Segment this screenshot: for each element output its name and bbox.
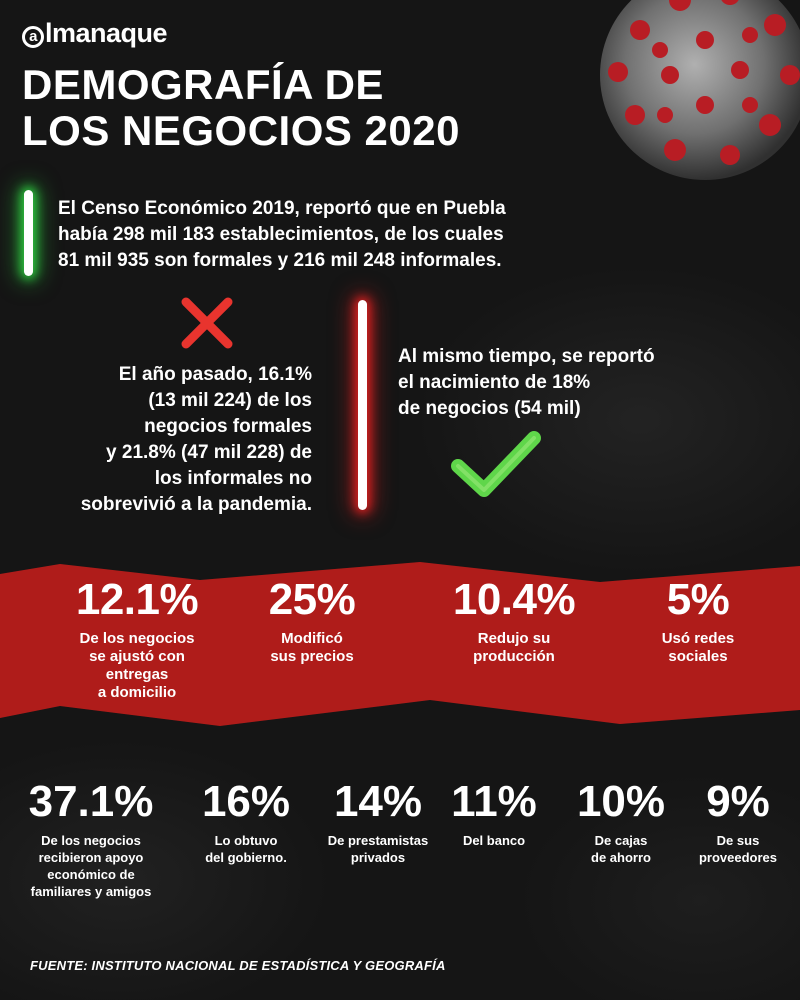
stat-description [638, 630, 758, 666]
desc-line: Usó redes [661, 630, 735, 647]
desc-line: recibieron apoyo [38, 850, 144, 865]
stat-description [686, 832, 790, 866]
title-line: LOS NEGOCIOS 2020 [22, 107, 460, 154]
stat-value: 10% [576, 777, 666, 826]
desc-line: Redujo su [477, 630, 551, 647]
stat-value: 11% [451, 777, 537, 826]
stat-description [62, 630, 212, 702]
coronavirus-illustration [570, 0, 800, 210]
stat-value: 25% [268, 575, 356, 624]
stat-description [16, 832, 166, 900]
closed-line: negocios formales [144, 416, 312, 437]
desc-line: De los negocios [79, 630, 195, 647]
band-stat-social-media [638, 576, 758, 666]
stat-description [186, 832, 306, 866]
desc-line: De sus [716, 833, 760, 848]
desc-line: se ajustó con [89, 648, 185, 665]
desc-line: a domicilio [97, 684, 177, 701]
desc-line: producción [473, 648, 555, 665]
closed-line: El año pasado, 16.1% [118, 364, 312, 385]
closed-businesses-text [30, 362, 312, 518]
desc-line: privados [350, 850, 406, 865]
logo-text: lmanaque [45, 18, 168, 48]
born-line: Al mismo tiempo, se reportó [398, 346, 655, 367]
band-stat-production [434, 576, 594, 666]
title-line: DEMOGRAFÍA DE [22, 61, 384, 108]
stat-value: 5% [666, 575, 730, 624]
band-stat-prices [242, 576, 382, 666]
green-glow-bar [24, 190, 33, 276]
support-stat-private-lenders [316, 778, 440, 866]
desc-line: De los negocios [41, 833, 141, 848]
intro-line: había 298 mil 183 establecimientos, de los cuales [58, 224, 504, 245]
stat-description [444, 832, 544, 849]
stat-description [316, 832, 440, 866]
desc-line: entregas [105, 666, 169, 683]
closed-line: (13 mil 224) de los [148, 390, 312, 411]
closed-line: y 21.8% (47 mil 228) de [106, 442, 312, 463]
brand-logo [22, 18, 167, 49]
desc-line: familiares y amigos [30, 884, 152, 899]
support-stat-family [16, 778, 166, 900]
desc-line: de ahorro [591, 850, 651, 865]
band-stat-home-delivery [62, 576, 212, 702]
desc-line: proveedores [698, 850, 778, 865]
stat-description [434, 630, 594, 666]
support-stat-government [186, 778, 306, 866]
green-check-icon [448, 428, 544, 500]
logo-at-symbol: a [22, 26, 44, 48]
stat-value: 12.1% [75, 575, 199, 624]
stat-value: 9% [706, 777, 770, 826]
support-stat-bank [444, 778, 544, 849]
closed-line: sobrevivió a la pandemia. [80, 494, 312, 515]
source-citation: FUENTE: INSTITUTO NACIONAL DE ESTADÍSTICA Y GEOGRAFÍA [30, 958, 446, 973]
page-title [22, 62, 582, 154]
intro-line: El Censo Económico 2019, reportó que en Puebla [58, 198, 506, 219]
intro-line: 81 mil 935 son formales y 216 mil 248 informales. [58, 250, 502, 271]
stat-value: 14% [333, 777, 423, 826]
desc-line: económico de [47, 867, 135, 882]
born-line: el nacimiento de 18% [398, 372, 591, 393]
stat-value: 37.1% [28, 777, 154, 826]
desc-line: sus precios [270, 648, 354, 665]
new-businesses-text [398, 344, 718, 422]
stat-value: 10.4% [452, 575, 576, 624]
desc-line: Modificó [281, 630, 343, 647]
stat-description [566, 832, 676, 866]
stat-description [242, 630, 382, 666]
desc-line: De prestamistas [327, 833, 429, 848]
closed-line: los informales no [154, 468, 312, 489]
support-stat-suppliers [686, 778, 790, 866]
red-glow-bar [358, 300, 367, 510]
desc-line: De cajas [594, 833, 648, 848]
stat-value: 16% [201, 777, 291, 826]
desc-line: Lo obtuvo [214, 833, 278, 848]
intro-paragraph [58, 196, 618, 274]
born-line: de negocios (54 mil) [398, 398, 581, 419]
desc-line: del gobierno. [205, 850, 287, 865]
desc-line: sociales [668, 648, 728, 665]
red-x-icon [178, 294, 236, 352]
support-stat-savings [566, 778, 676, 866]
desc-line: Del banco [462, 833, 526, 848]
